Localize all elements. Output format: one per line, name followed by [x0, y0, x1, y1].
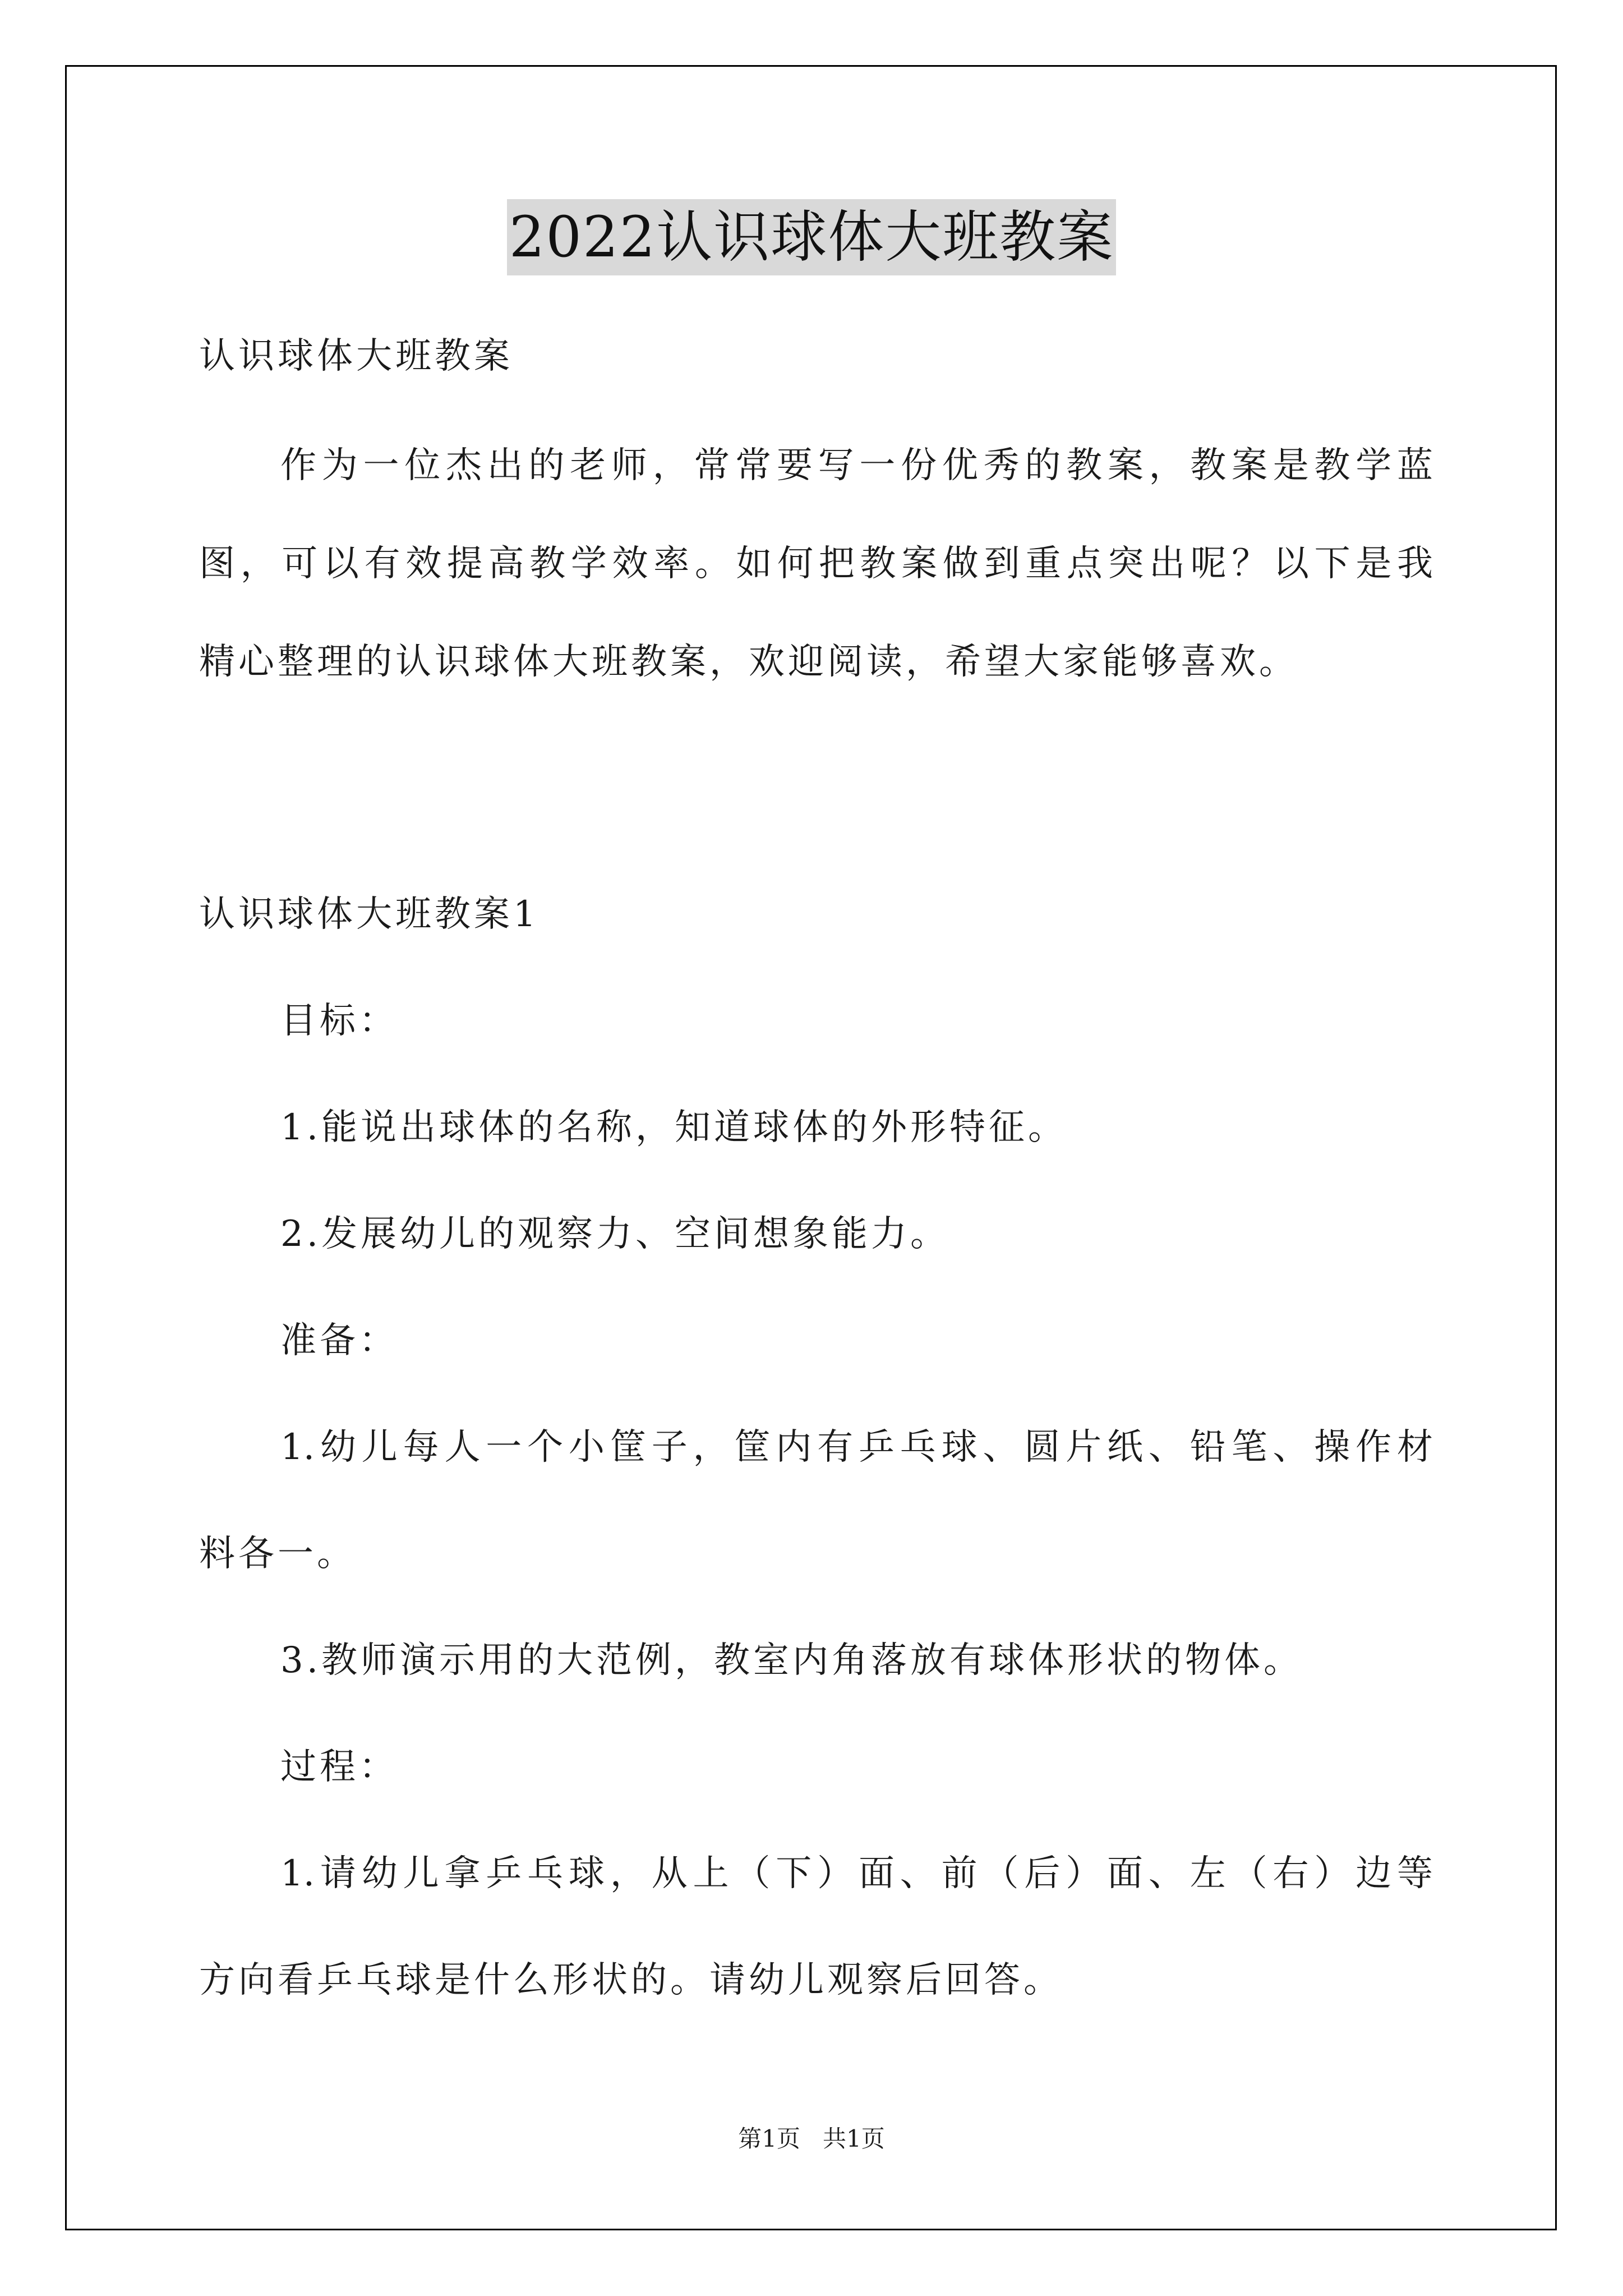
process-label: 过程：	[280, 1746, 398, 1788]
page-footer: 第1页 共1页	[738, 2125, 885, 2152]
process-item-1: 1.请幼儿拿乒乓球，从上（下）面、前（后）面、左（右）边等	[280, 1853, 1433, 1894]
document-subtitle: 认识球体大班教案	[199, 335, 513, 377]
title-container	[0, 199, 1623, 275]
goal-item-2: 2.发展幼儿的观察力、空间想象能力。	[280, 1213, 950, 1255]
goal-item-1: 1.能说出球体的名称，知道球体的外形特征。	[280, 1107, 1068, 1148]
intro-line-1: 作为一位杰出的老师，常常要写一份优秀的教案，教案是教学蓝	[280, 445, 1433, 486]
section-heading: 认识球体大班教案1	[199, 894, 540, 935]
goal-label: 目标：	[280, 1000, 398, 1042]
prep-item-1-continued: 料各一。	[199, 1533, 356, 1575]
intro-line-2: 图，可以有效提高教学效率。如何把教案做到重点突出呢？以下是我	[199, 543, 1433, 585]
prep-item-3: 3.教师演示用的大范例，教室内角落放有球体形状的物体。	[280, 1640, 1303, 1681]
process-item-1-continued: 方向看乒乓球是什么形状的。请幼儿观察后回答。	[199, 1959, 1063, 2001]
prep-item-1: 1.幼儿每人一个小筐子，筐内有乒乓球、圆片纸、铅笔、操作材	[280, 1427, 1433, 1468]
prep-label: 准备：	[280, 1320, 398, 1361]
document-title: 2022认识球体大班教案	[507, 199, 1117, 275]
intro-line-3: 精心整理的认识球体大班教案，欢迎阅读，希望大家能够喜欢。	[199, 641, 1298, 683]
